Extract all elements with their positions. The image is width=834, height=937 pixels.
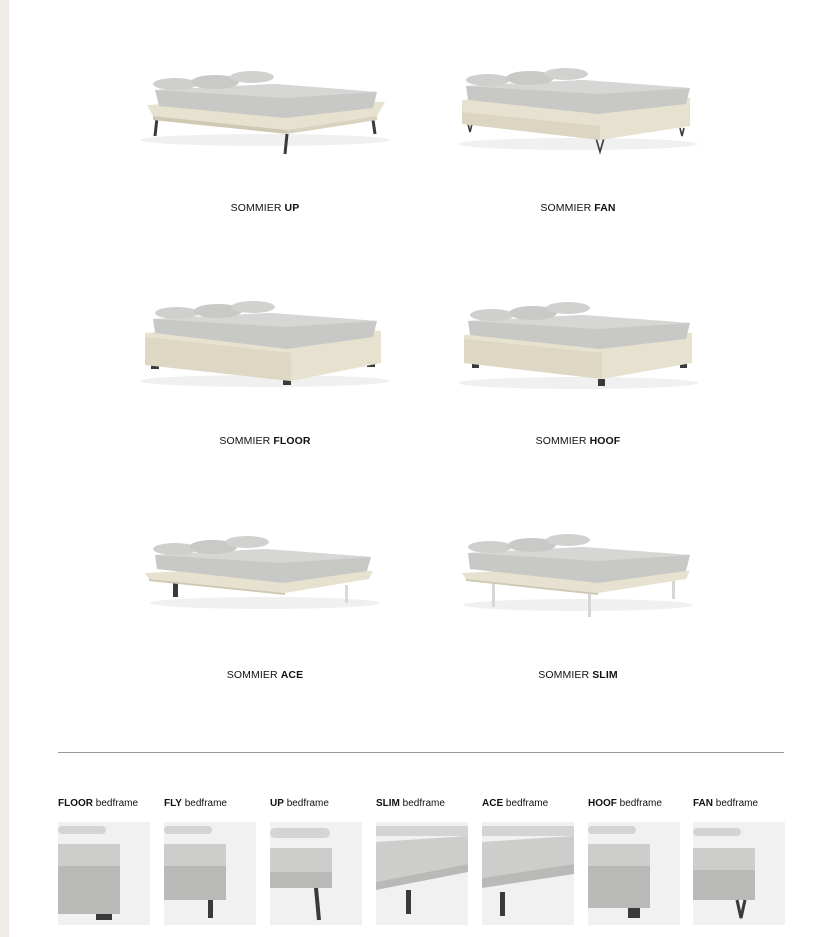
bed-caption [428,202,728,214]
caption-prefix: SOMMIER [535,435,587,447]
caption-model: FAN [594,202,616,214]
detail-model: FLOOR [58,798,93,809]
bed-corner-icon [164,822,256,925]
bed-caption [428,669,728,681]
caption-model: SLIM [592,669,618,681]
caption-prefix: SOMMIER [226,669,278,681]
caption-model: HOOF [589,435,621,447]
detail-suffix: bedframe [505,798,549,809]
detail-label-slim [376,798,445,809]
detail-label-fan [693,798,758,809]
detail-suffix: bedframe [715,798,759,809]
caption-prefix: SOMMIER [540,202,592,214]
detail-image-hoof[interactable] [588,822,680,925]
caption-model: ACE [280,669,304,681]
detail-image-fly[interactable] [164,822,256,925]
bed-corner-icon [482,822,574,925]
detail-label-up [270,798,329,809]
bed-corner-icon [58,822,150,925]
detail-image-floor[interactable] [58,822,150,925]
bed-corner-icon [693,822,785,925]
detail-image-slim[interactable] [376,822,468,925]
detail-image-up[interactable] [270,822,362,925]
caption-model: FLOOR [273,435,311,447]
bed-caption [115,435,415,447]
detail-model: FLY [164,798,182,809]
caption-prefix: SOMMIER [219,435,271,447]
bed-caption [428,435,728,447]
page-edge-strip [0,0,9,937]
detail-model: FAN [693,798,713,809]
caption-prefix: SOMMIER [230,202,282,214]
product-sommier-slim[interactable] [428,527,728,727]
product-sommier-ace[interactable] [115,527,415,727]
caption-prefix: SOMMIER [538,669,590,681]
bed-caption [115,202,415,214]
detail-image-ace[interactable] [482,822,574,925]
bed-corner-icon [588,822,680,925]
detail-suffix: bedframe [619,798,662,809]
bed-corner-icon [376,822,468,925]
bed-caption [115,669,415,681]
product-sommier-floor[interactable] [115,293,415,493]
detail-model: HOOF [588,798,617,809]
detail-image-fan[interactable] [693,822,785,925]
detail-label-ace [482,798,548,809]
detail-suffix: bedframe [402,798,445,809]
detail-suffix: bedframe [184,798,227,809]
bed-corner-icon [270,822,362,925]
detail-suffix: bedframe [286,798,329,809]
detail-label-fly [164,798,227,809]
detail-label-hoof [588,798,662,809]
detail-model: UP [270,798,284,809]
product-sommier-up[interactable] [115,60,415,260]
caption-model: UP [284,202,300,214]
section-divider [58,752,784,753]
detail-label-floor [58,798,138,809]
detail-model: ACE [482,798,504,809]
detail-suffix: bedframe [95,798,139,809]
detail-model: SLIM [376,798,400,809]
product-sommier-hoof[interactable] [428,293,728,493]
product-sommier-fan[interactable] [428,60,728,260]
